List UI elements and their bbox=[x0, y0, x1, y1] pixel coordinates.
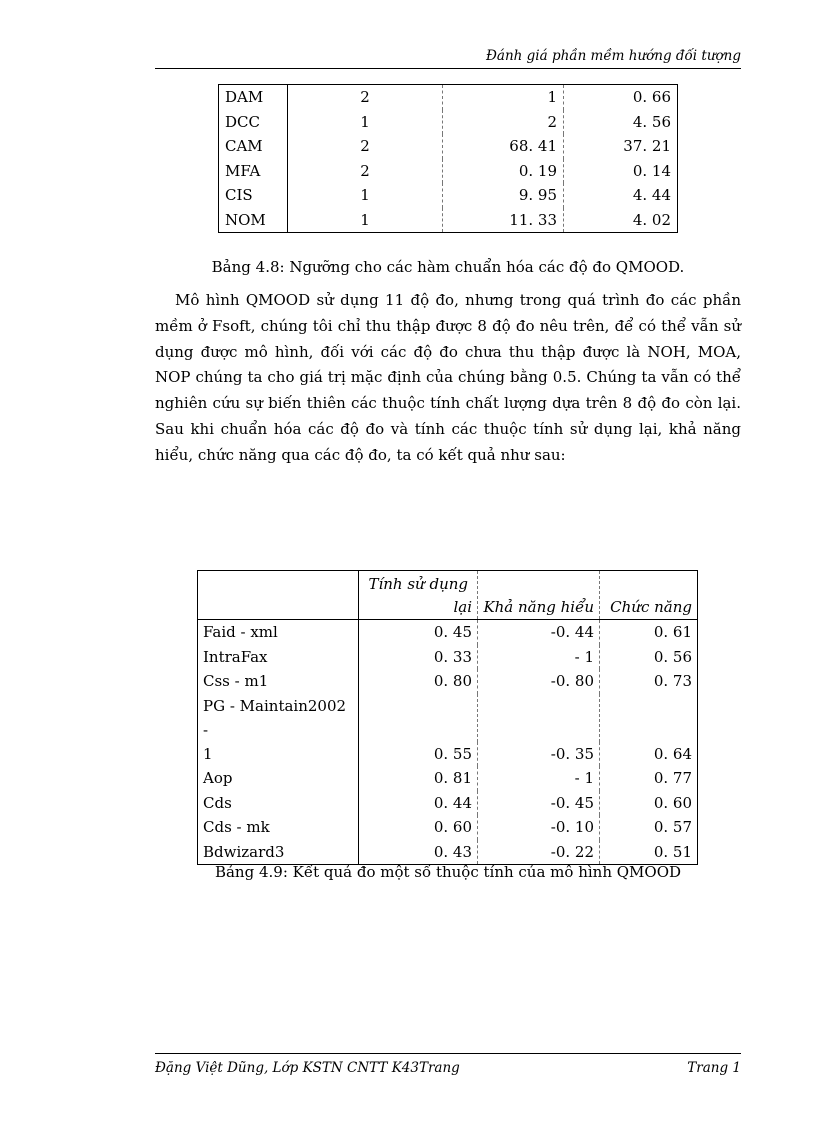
table-cell: 2 bbox=[443, 110, 564, 135]
table-cell: 11. 33 bbox=[443, 208, 564, 233]
table-cell: -0. 45 bbox=[478, 791, 600, 816]
table-cell: -0. 35 bbox=[478, 742, 600, 767]
table-cell: 0. 56 bbox=[653, 647, 692, 666]
table-row bbox=[198, 694, 698, 742]
table-cell: Css - m1 bbox=[198, 669, 359, 694]
table-row bbox=[219, 183, 678, 208]
table-row bbox=[219, 110, 678, 135]
table-cell: 0. 60 bbox=[359, 815, 478, 840]
table-cell: 0. 73 bbox=[653, 672, 692, 691]
table-header-row bbox=[198, 571, 698, 620]
table-cell: 2 bbox=[288, 85, 443, 110]
table-row bbox=[198, 742, 698, 767]
threshold-table bbox=[218, 84, 678, 233]
table-cell bbox=[478, 694, 600, 742]
header-cell-functionality: Chức năng bbox=[600, 571, 698, 620]
table-cell: PG - Maintain2002 - bbox=[198, 694, 359, 742]
results-table bbox=[197, 570, 698, 865]
table-cell: 0. 55 bbox=[359, 742, 478, 767]
table-cell: 0. 64 bbox=[653, 744, 692, 763]
table-cell: -0. 80 bbox=[478, 669, 600, 694]
table-cell: MFA bbox=[219, 159, 288, 184]
table-row bbox=[198, 791, 698, 816]
table-cell: 1 bbox=[443, 85, 564, 110]
table-cell: 0. 57 bbox=[653, 818, 692, 837]
table-cell: 4. 44 bbox=[632, 186, 671, 205]
table-cell: 0. 81 bbox=[359, 766, 478, 791]
table-cell: Bdwizard3 bbox=[198, 840, 359, 865]
table-cell: 0. 51 bbox=[653, 842, 692, 861]
table-cell: NOM bbox=[219, 208, 288, 233]
table-row bbox=[198, 815, 698, 840]
table-cell: -0. 44 bbox=[478, 620, 600, 645]
table-cell: 9. 95 bbox=[443, 183, 564, 208]
table-cell: 0. 14 bbox=[632, 161, 671, 180]
body-paragraph: Mô hình QMOOD sử dụng 11 độ đo, nhưng trong quá trình đo các phần mềm ở Fsoft, chúng tôi chỉ thu thập được 8 độ đo nêu trên, để có thể vẫn sử dụng được mô hình, đối với các độ đo chưa thu thập được là NOH, MOA, NOP chúng ta cho giá trị mặc định của chúng bằng 0.5. Chúng ta vẫn có thể nghiên cứu sự biến thiên các thuộc tính chất lượng dựa trên 8 độ đo còn lại. Sau khi chuẩn hóa các độ đo và tính các thuộc tính sử dụng lại, khả năng hiểu, chức năng qua các độ đo, ta có kết quả như sau: bbox=[155, 291, 741, 464]
header-reusability-line2: lại bbox=[453, 598, 472, 616]
table-caption-4-8: Bảng 4.8: Ngưỡng cho các hàm chuẩn hóa các độ đo QMOOD. bbox=[211, 258, 685, 276]
table-cell: 2 bbox=[288, 134, 443, 159]
header-cell-name bbox=[198, 571, 359, 620]
table-cell: 0. 77 bbox=[653, 769, 692, 788]
table-cell: CIS bbox=[219, 183, 288, 208]
table-cell: 0. 45 bbox=[359, 620, 478, 645]
table-row bbox=[198, 645, 698, 670]
table-cell: 0. 19 bbox=[443, 159, 564, 184]
table-cell: 1 bbox=[288, 183, 443, 208]
table-cell: IntraFax bbox=[198, 645, 359, 670]
header-cell-reusability bbox=[359, 571, 478, 620]
table-cell: 0. 61 bbox=[653, 623, 692, 642]
table-row bbox=[219, 208, 678, 233]
table-cell: 0. 43 bbox=[359, 840, 478, 865]
footer-author: Đặng Việt Dũng, Lớp KSTN CNTT K43Trang bbox=[155, 1060, 460, 1076]
table-cell: 1 bbox=[198, 742, 359, 767]
table-cell: 37. 21 bbox=[623, 137, 671, 156]
table-cell: 0. 60 bbox=[653, 793, 692, 812]
header-title: Đánh giá phần mềm hướng đối tượng bbox=[486, 48, 741, 64]
table-cell: 1 bbox=[288, 110, 443, 135]
table-cell: - 1 bbox=[478, 766, 600, 791]
table-row bbox=[198, 840, 698, 865]
table-cell: -0. 22 bbox=[478, 840, 600, 865]
table-cell: DCC bbox=[219, 110, 288, 135]
header-reusability-line1: Tính sử dụng bbox=[368, 575, 468, 593]
table-cell: - 1 bbox=[478, 645, 600, 670]
table-row bbox=[219, 159, 678, 184]
table-cell: CAM bbox=[219, 134, 288, 159]
table-cell: 68. 41 bbox=[443, 134, 564, 159]
table-cell: 2 bbox=[288, 159, 443, 184]
table-caption-4-9: Bảng 4.9: Kết quả đo một số thuộc tính của mô hình QMOOD bbox=[214, 863, 682, 881]
table-cell: 1 bbox=[288, 208, 443, 233]
page-footer bbox=[155, 1053, 741, 1084]
table-cell: 0. 44 bbox=[359, 791, 478, 816]
table-cell bbox=[359, 694, 478, 742]
table-cell: 0. 80 bbox=[359, 669, 478, 694]
table-row bbox=[198, 669, 698, 694]
footer-page-number: Trang 1 bbox=[687, 1060, 741, 1076]
table-cell: 0. 66 bbox=[632, 88, 671, 107]
table-cell: Faid - xml bbox=[198, 620, 359, 645]
table-row bbox=[219, 134, 678, 159]
table-row bbox=[219, 85, 678, 110]
table-cell: 4. 56 bbox=[632, 112, 671, 131]
table-cell: Cds bbox=[198, 791, 359, 816]
table-cell: Aop bbox=[198, 766, 359, 791]
table-cell: DAM bbox=[219, 85, 288, 110]
table-row bbox=[198, 620, 698, 645]
header-cell-understandability: Khả năng hiểu bbox=[478, 571, 600, 620]
table-cell: Cds - mk bbox=[198, 815, 359, 840]
table-cell: 4. 02 bbox=[632, 210, 671, 229]
table-cell bbox=[600, 694, 698, 742]
page-header bbox=[155, 42, 741, 69]
table-cell: -0. 10 bbox=[478, 815, 600, 840]
table-row bbox=[198, 766, 698, 791]
table-cell: 0. 33 bbox=[359, 645, 478, 670]
